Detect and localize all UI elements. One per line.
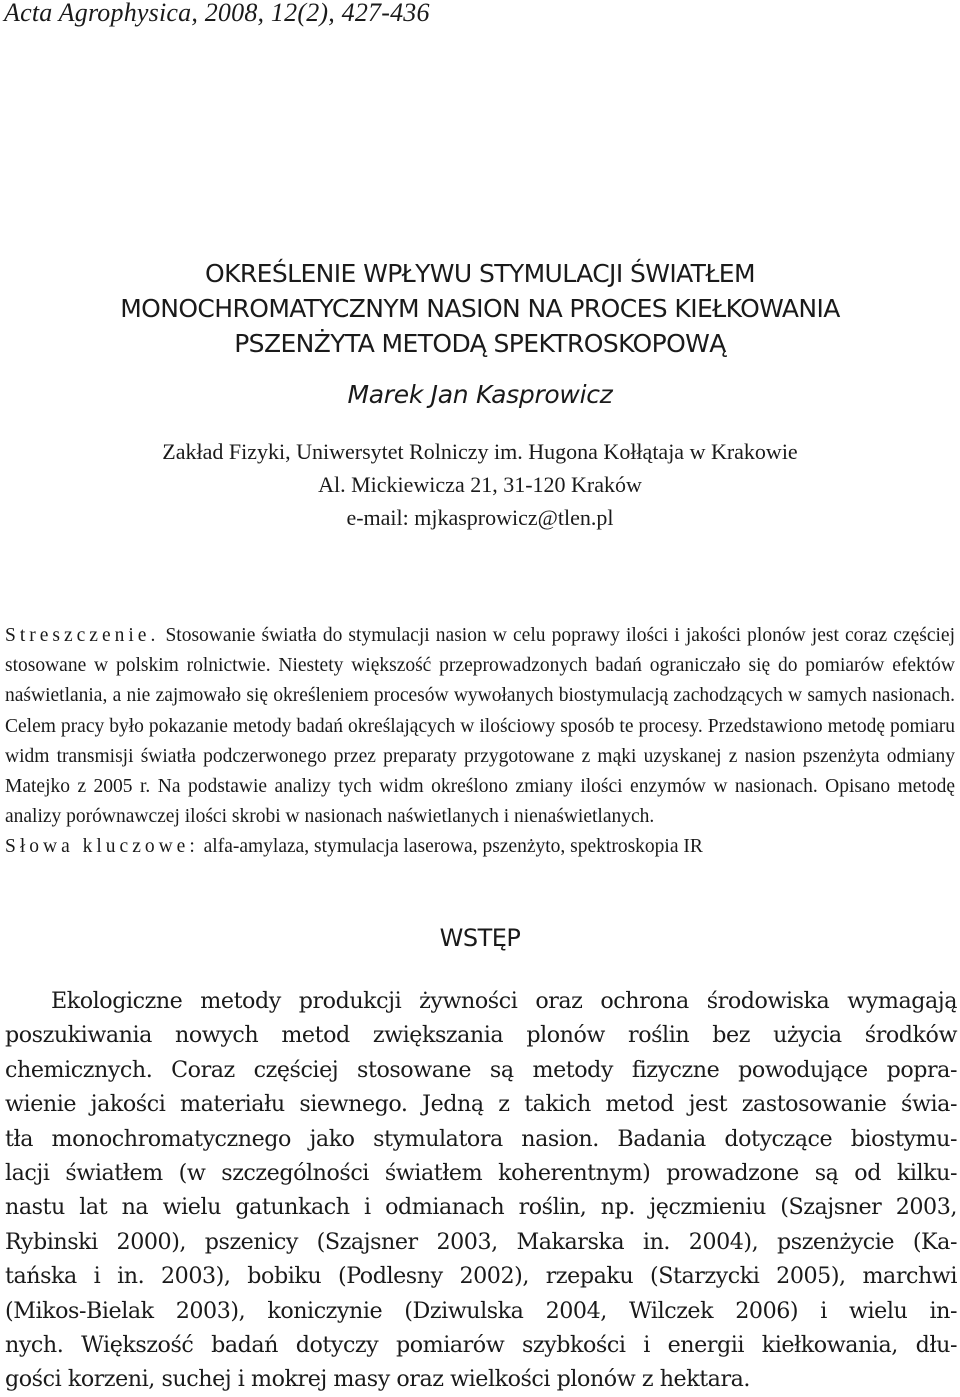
body-line: tańska i in. 2003), bobiku (Podlesny 2002), rzepaku (Starzycki 2005), marchwi [5,1263,957,1290]
section-heading: WSTĘP [439,924,521,952]
journal-reference: Acta Agrophysica, 2008, 12(2), 427-436 [4,0,430,27]
body-line: (Mikos-Bielak 2003), koniczynie (Dziwulska 2004, Wilczek 2006) i wielu in- [5,1297,957,1324]
keywords-text: alfa-amylaza, stymulacja laserowa, pszenżyto, spektroskopia IR [203,836,703,858]
abstract-paragraph [5,621,955,832]
title-line: MONOCHROMATYCZNYM NASION NA PROCES KIEŁKOWANIA [120,294,840,323]
body-line: Ekologiczne metody produkcji żywności oraz ochrona środowiska wymagają [51,988,957,1014]
body-paragraph [5,984,957,1397]
affiliation-line: Al. Mickiewicza 21, 31-120 Kraków [318,472,642,497]
body-line: chemicznych. Coraz częściej stosowane są metody fizyczne powodujące popra- [5,1056,957,1083]
body-line: poszukiwania nowych metod zwiększania plonów roślin bez użycia środków [5,1022,957,1049]
body-line: lacji światłem (w szczególności światłem koherentnym) prowadzone są od kilku- [5,1160,957,1187]
author-name: Marek Jan Kasprowicz [347,380,613,409]
body-line: Rybinski 2000), pszenicy (Szajsner 2003, Makarska in. 2004), pszenżycie (Ka- [5,1228,957,1255]
paper-title [0,256,960,361]
abstract [5,621,955,863]
keywords-label: Słowa kluczowe: [5,836,199,858]
abstract-label: Streszczenie. [5,625,160,646]
body-line: tła monochromatycznego jako stymulatora nasion. Badania dotyczące biostymu- [5,1125,957,1152]
keywords [5,832,955,862]
email-address: e-mail: mjkasprowicz@tlen.pl [346,505,614,530]
affiliation [0,435,960,534]
body-line: wienie jakości materiału siewnego. Jedną z takich metod jest zastosowanie świa- [5,1091,957,1118]
body-line: nastu lat na wielu gatunkach i odmianach roślin, np. jęczmieniu (Szajsner 2003, [5,1194,957,1221]
title-line: PSZENŻYTA METODĄ SPEKTROSKOPOWĄ [234,329,726,358]
title-line: OKREŚLENIE WPŁYWU STYMULACJI ŚWIATŁEM [205,259,755,288]
body-line: nych. Większość badań dotyczy pomiarów szybkości i energii kiełkowania, dłu- [5,1332,957,1359]
abstract-text: Stosowanie światła do stymulacji nasion w celu poprawy ilości i jakości plonów jest coraz częściej stosowane w polskim rolnictwie. Niestety większość przeprowadzonych badań ograniczało się do pomiarów efektów naświetlania, a nie zajmowało się określeniem procesów wywołanych biostymulacją zachodzących w samych nasionach. Celem pracy było pokazanie metody badań określających w ilościowy sposób te procesy. Przedstawiono metodę pomiaru widm transmisji światła podczerwonego przez preparaty przygotowane z mąki uzyskanej z nasion pszenżyta odmiany Matejko z 2005 r. Na podstawie analizy tych widm określono zmiany ilości enzymów w nasionach. Opisano metodę analizy porównawczej ilości skrobi w nasionach naświetlanych i nienaświetlanych. [5,625,955,828]
affiliation-line: Zakład Fizyki, Uniwersytet Rolniczy im. Hugona Kołłątaja w Krakowie [162,439,798,464]
body-line: gości korzeni, suchej i mokrej masy oraz wielkości plonów z hektara. [5,1366,750,1393]
